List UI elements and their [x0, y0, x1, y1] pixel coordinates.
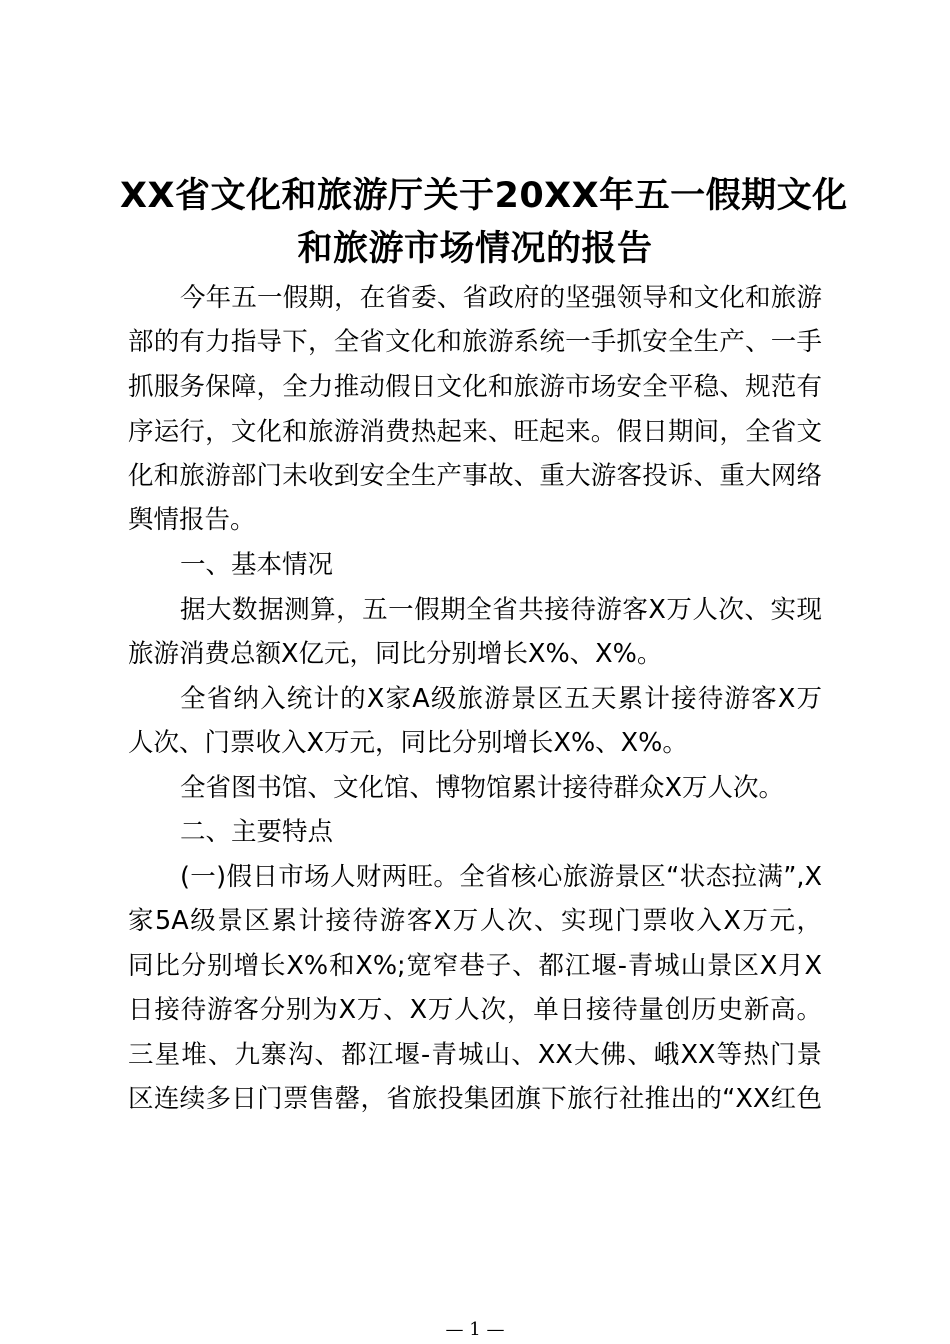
paragraph-line: 旅游消费总额X亿元，同比分别增长X%、X%。: [128, 639, 663, 669]
section-heading-basic-situation: 一、基本情况: [180, 550, 334, 580]
paragraph-line: (一)假日市场人财两旺。全省核心旅游景区“状态拉满”,X: [180, 862, 822, 892]
paragraph-line: 今年五一假期，在省委、省政府的坚强领导和文化和旅游: [180, 283, 822, 313]
paragraph-line: 全省纳入统计的X家A级旅游景区五天累计接待游客X万: [180, 684, 822, 714]
paragraph-line: 日接待游客分别为X万、X万人次，单日接待量创历史新高。: [128, 995, 822, 1025]
paragraph-line: 化和旅游部门未收到安全生产事故、重大游客投诉、重大网络: [128, 461, 822, 491]
paragraph-line: 部的有力指导下，全省文化和旅游系统一手抓安全生产、一手: [128, 327, 822, 357]
document-title-line-2: 和旅游市场情况的报告: [297, 229, 653, 269]
paragraph-line: 区连续多日门票售罄，省旅投集团旗下旅行社推出的“XX红色: [128, 1084, 822, 1114]
document-title-line-1: XX省文化和旅游厅关于20XX年五一假期文化: [120, 176, 848, 216]
paragraph-line: 序运行，文化和旅游消费热起来、旺起来。假日期间，全省文: [128, 417, 822, 447]
paragraph-line: 抓服务保障，全力推动假日文化和旅游市场安全平稳、规范有: [128, 372, 822, 402]
paragraph-line: 三星堆、九寨沟、都江堰-青城山、XX大佛、峨XX等热门景: [128, 1040, 822, 1070]
paragraph-line: 同比分别增长X%和X%;宽窄巷子、都江堰-青城山景区X月X: [128, 951, 822, 981]
paragraph-line: 舆情报告。: [128, 505, 256, 535]
paragraph-line: 全省图书馆、文化馆、博物馆累计接待群众X万人次。: [180, 773, 784, 803]
paragraph-line: 人次、门票收入X万元，同比分别增长X%、X%。: [128, 728, 688, 758]
section-heading-main-features: 二、主要特点: [180, 817, 334, 847]
page-number: — 1 —: [445, 1319, 505, 1340]
paragraph-line: 据大数据测算，五一假期全省共接待游客X万人次、实现: [180, 595, 822, 625]
paragraph-line: 家5A级景区累计接待游客X万人次、实现门票收入X万元，: [128, 906, 822, 936]
